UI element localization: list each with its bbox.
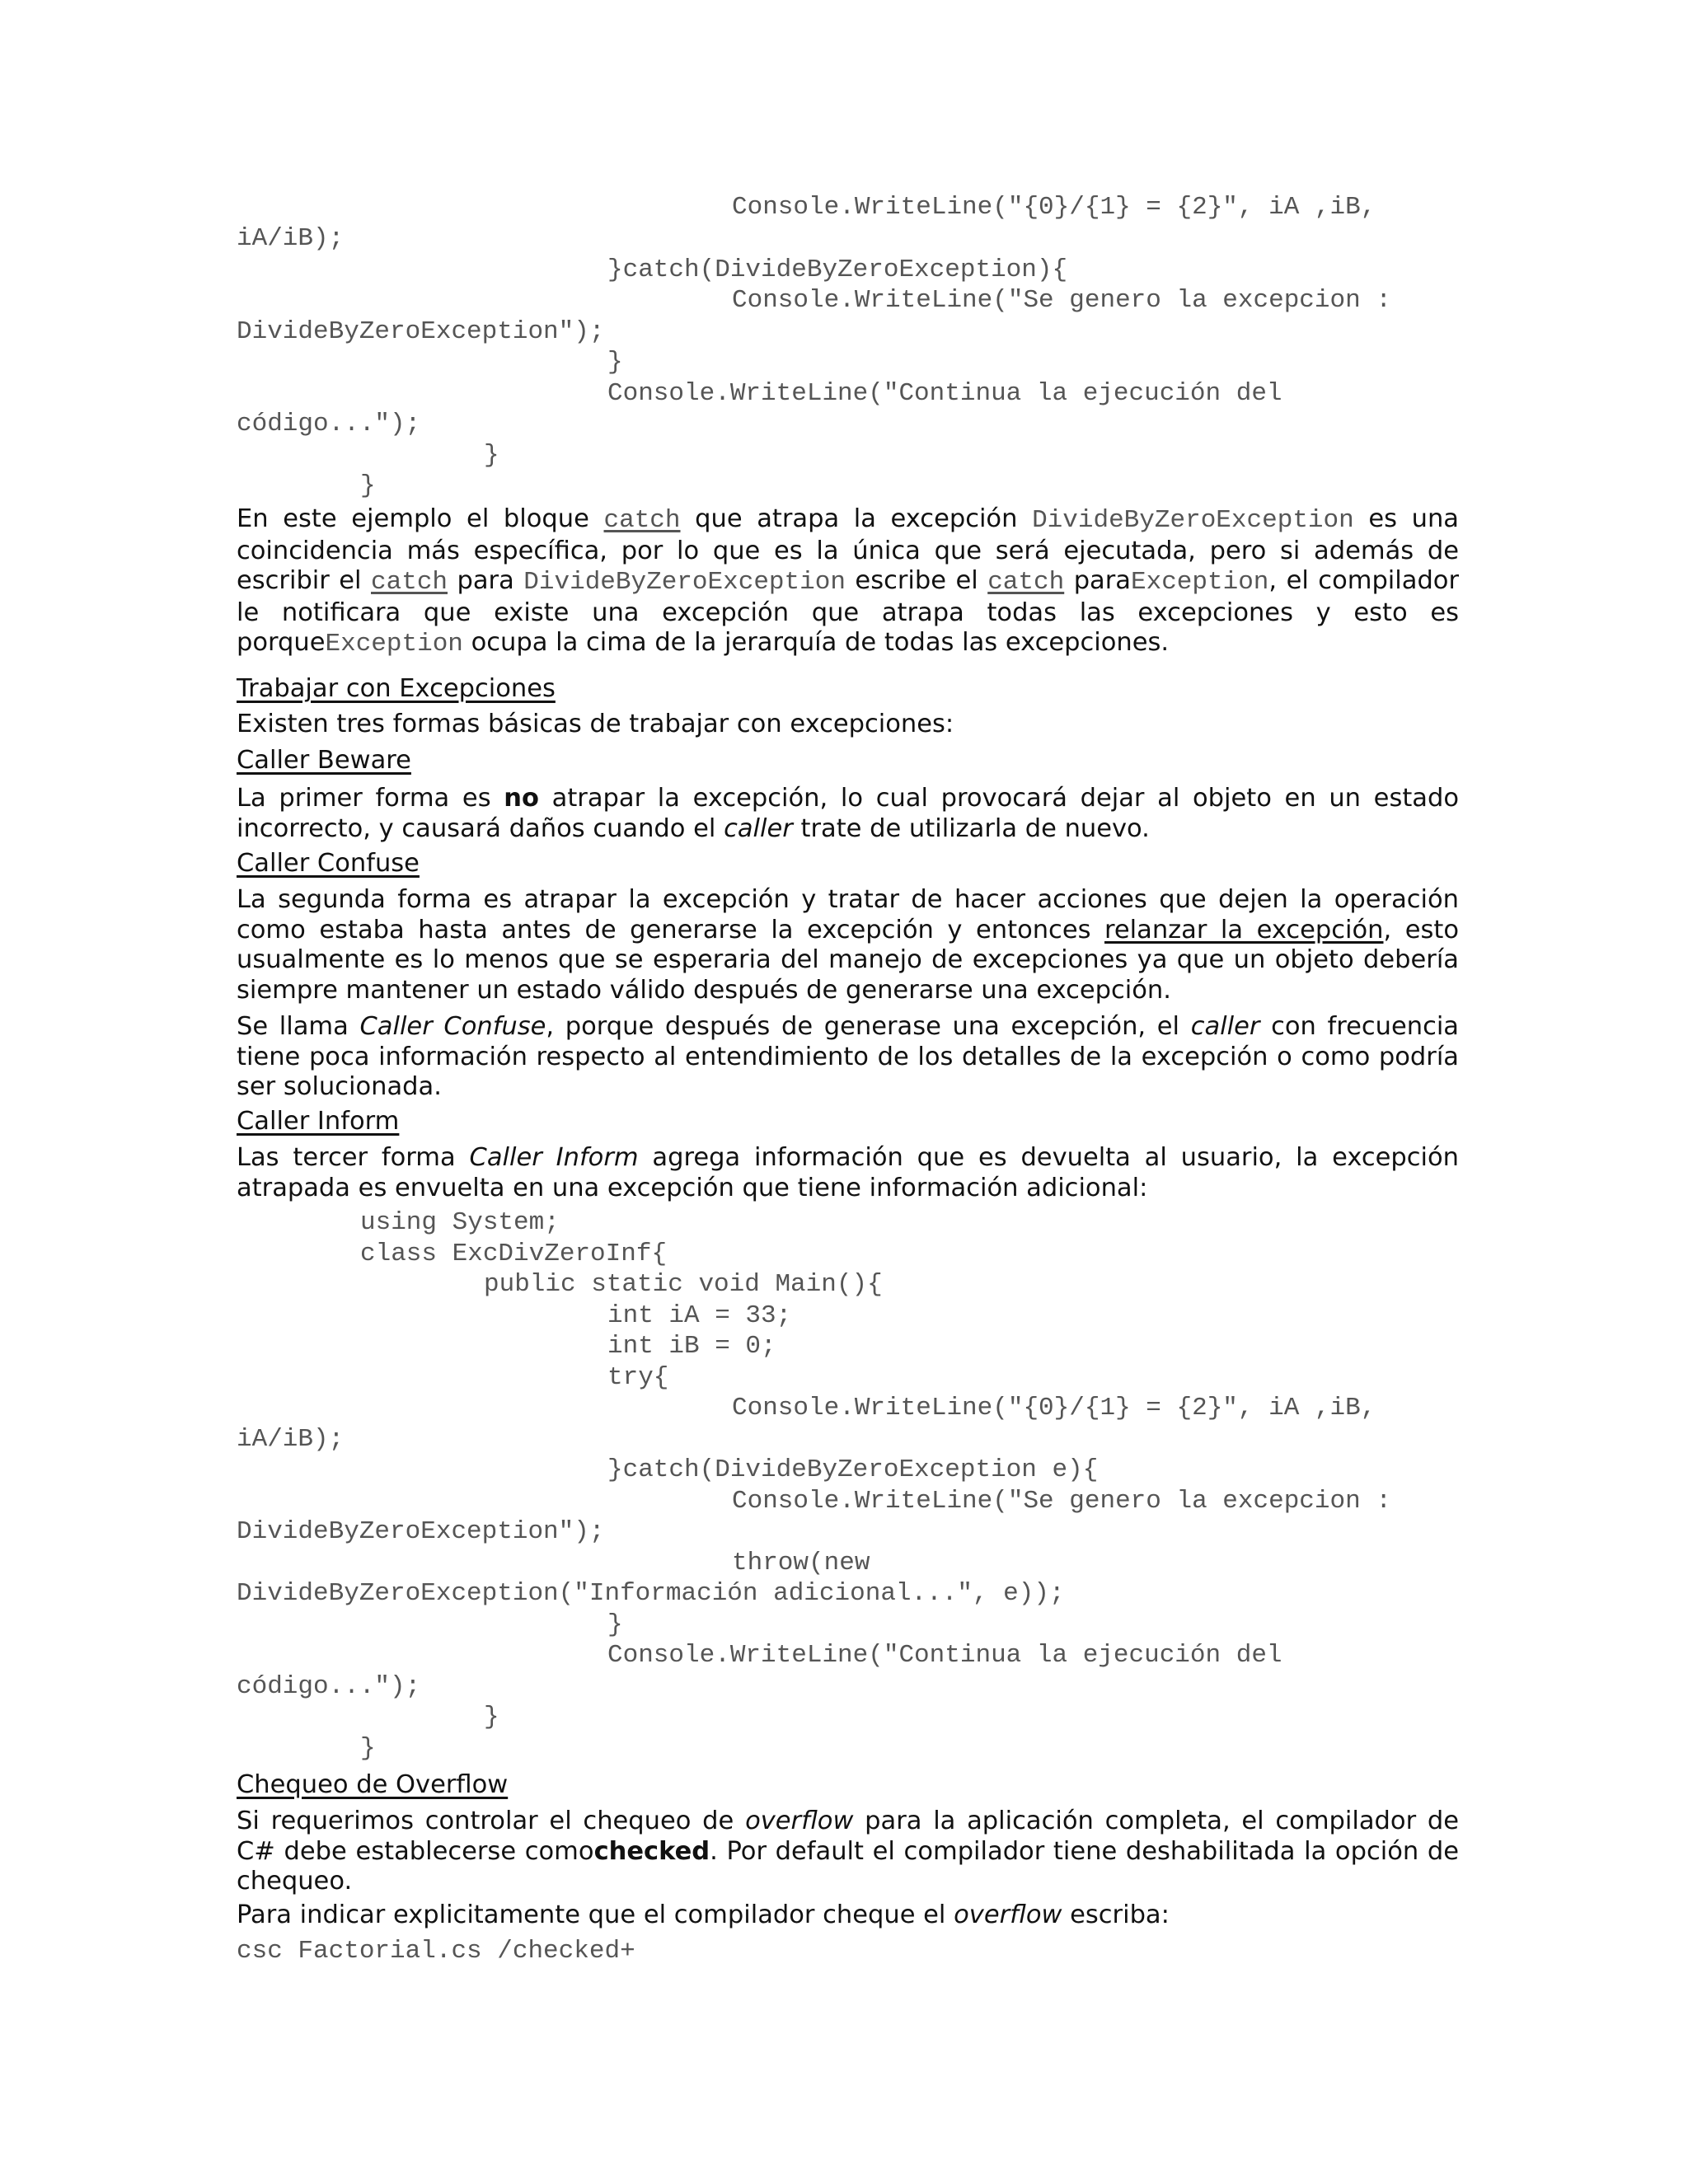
paragraph-caller-beware: La primer forma es no atrapar la excepción, lo cual provocará dejar al objeto en un estado incorrecto, y causará daños cuando el caller trate de utilizarla de nuevo. <box>237 784 1460 843</box>
code-line: } <box>607 1610 623 1639</box>
section-heading-overflow: Chequeo de Overflow <box>237 1770 509 1799</box>
paragraph-caller-inform: Las tercer forma Caller Inform agrega información que es devuelta al usuario, la excepción atrapada es envuelta en una excepción que tiene información adicional: <box>237 1143 1459 1202</box>
code-line: }catch(DivideByZeroException e){ <box>607 1455 1099 1484</box>
code-line: Console.WriteLine("Se genero la excepcion : <box>732 286 1391 315</box>
paragraph-overflow-1: Si requerimos controlar el chequeo de overflow para la aplicación completa, el compilador de C# debe establecerse comochecked. Por default el compilador tiene deshabilitada la opción de chequeo. <box>237 1807 1459 1896</box>
code-line: Console.WriteLine("{0}/{1} = {2}", iA ,iB, <box>732 193 1376 222</box>
code-line: Console.WriteLine("Continua la ejecución del <box>607 1641 1282 1670</box>
paragraph-caller-confuse-1: La segunda forma es atrapar la excepción y tratar de hacer acciones que dejen la operación como estaba hasta antes de generarse la excepción y entonces relanzar la excepción, esto usualmente es lo menos que se esperaria del manejo de excepciones ya que un objeto debería siempre mantener un estado válido después de generarse una excepción. <box>237 885 1460 1005</box>
code-line: using System; <box>360 1208 560 1237</box>
code-line: }catch(DivideByZeroException){ <box>607 255 1068 284</box>
code-line: } <box>484 1703 499 1732</box>
inline-code: catch <box>987 568 1065 597</box>
code-line: código..."); <box>237 1672 421 1701</box>
code-line: iA/iB); <box>237 1425 345 1454</box>
inline-code: catch <box>603 506 681 535</box>
code-line: public static void Main(){ <box>484 1270 883 1299</box>
code-line: throw(new <box>732 1549 870 1577</box>
code-line: DivideByZeroException"); <box>237 317 605 346</box>
paragraph-catch-explanation: En este ejemplo el bloque catch que atrapa la excepción DivideByZeroException es una coincidencia más específica, por lo que es la única que será ejecutada, pero si además de escribir el catch para DivideByZeroException escribe el catch paraException, el compilador le notificara que existe una excepción que atrapa todas las excepciones y esto es porqueException ocupa la cima de la jerarquía de todas las excepciones. <box>237 504 1460 658</box>
code-line: Console.WriteLine("{0}/{1} = {2}", iA ,iB, <box>732 1394 1376 1422</box>
inline-code: DivideByZeroException <box>1032 506 1354 535</box>
section-heading-trabajar: Trabajar con Excepciones <box>237 674 556 703</box>
code-line: DivideByZeroException("Información adicional...", e)); <box>237 1579 1065 1608</box>
paragraph-intro-formas: Existen tres formas básicas de trabajar con excepciones: <box>237 710 954 738</box>
paragraph-caller-confuse-2: Se llama Caller Confuse, porque después de generase una excepción, el caller con frecuencia tiene poca información respecto al entendimiento de los detalles de la excepción o como podría ser solucionada. <box>237 1012 1459 1101</box>
section-heading-caller-beware: Caller Beware <box>237 746 411 775</box>
code-line: } <box>607 348 623 377</box>
paragraph-overflow-2: Para indicar explicitamente que el compilador cheque el overflow escriba: <box>237 1900 1170 1929</box>
code-line: int iB = 0; <box>607 1332 776 1361</box>
code-line: } <box>360 471 376 500</box>
code-line: Console.WriteLine("Se genero la excepcion : <box>732 1487 1391 1516</box>
inline-code: Exception <box>325 630 463 658</box>
code-line: try{ <box>607 1363 669 1392</box>
code-line: int iA = 33; <box>607 1301 792 1330</box>
code-line: código..."); <box>237 410 421 438</box>
inline-code: Exception <box>1130 568 1269 597</box>
code-line: Console.WriteLine("Continua la ejecución del <box>607 379 1282 408</box>
inline-code: DivideByZeroException <box>523 568 846 597</box>
section-heading-caller-inform: Caller Inform <box>237 1107 400 1136</box>
code-line: DivideByZeroException"); <box>237 1517 605 1546</box>
section-heading-caller-confuse: Caller Confuse <box>237 849 420 878</box>
code-line: } <box>360 1734 376 1763</box>
code-line: iA/iB); <box>237 224 345 253</box>
code-line: class ExcDivZeroInf{ <box>360 1240 668 1268</box>
code-line: } <box>484 441 499 470</box>
inline-code: catch <box>371 568 448 597</box>
compiler-command: csc Factorial.cs /checked+ <box>237 1937 635 1966</box>
